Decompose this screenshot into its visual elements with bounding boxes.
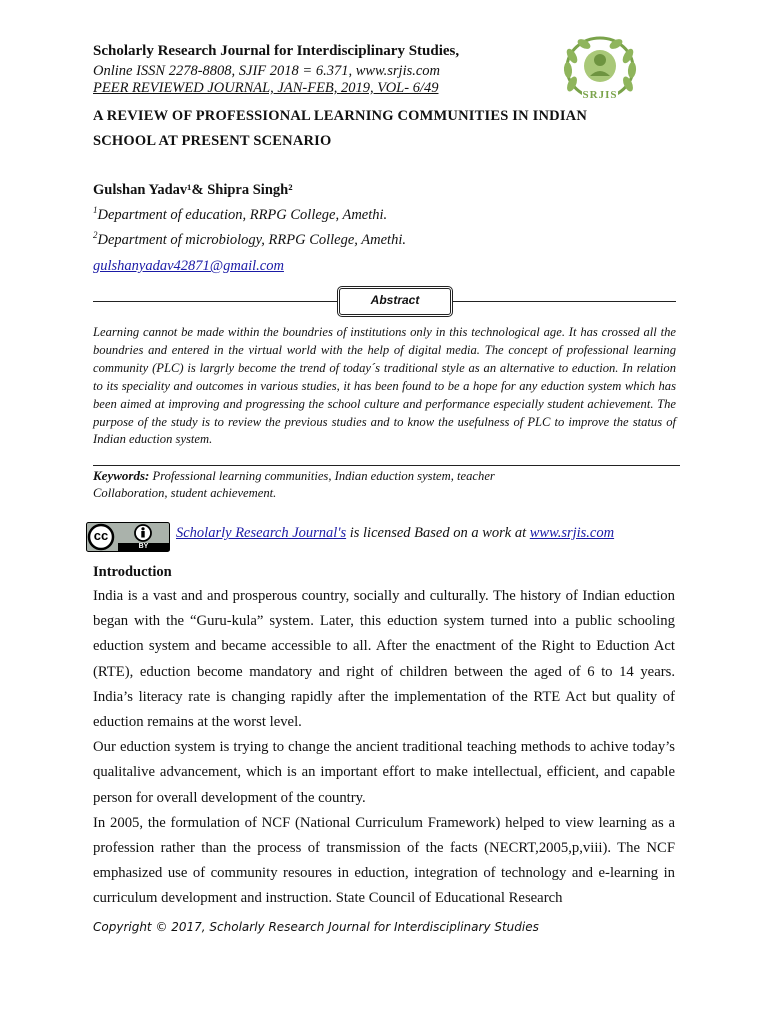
- author-email-link[interactable]: gulshanyadav42871@gmail.com: [93, 258, 284, 274]
- intro-paragraph-3: In 2005, the formulation of NCF (National Curriculum Framework) helped to view learning as a profession rather than the process of transmission of the facts (NECRT,2005,p,viii). The NCF emphasized use of community resoures in eduction, integration of technology and e-learning in curriculum development and instruction. State Council of Educational Research: [93, 814, 675, 907]
- affiliation-2-text: Department of microbiology, RRPG College, Amethi.: [97, 231, 406, 248]
- cc-by-badge[interactable]: [86, 522, 170, 552]
- abstract-rule-left: [93, 301, 338, 302]
- abstract-label: Abstract: [337, 286, 453, 317]
- affiliation-1-text: Department of education, RRPG College, Amethi.: [97, 206, 388, 223]
- keywords-label: Keywords:: [93, 468, 150, 483]
- srjis-link[interactable]: www.srjis.com: [529, 525, 615, 541]
- paper-title-line1: A REVIEW OF PROFESSIONAL LEARNING COMMUNITIES IN INDIAN: [93, 108, 588, 124]
- cc-by-text: BY: [138, 543, 149, 550]
- affiliation-2-marker: 2: [93, 230, 98, 240]
- introduction-body: [93, 584, 675, 912]
- keywords-rule: [93, 465, 680, 466]
- keywords: [93, 467, 683, 502]
- intro-paragraph-1: India is a vast and and prosperous country, socially and culturally. The history of Indian eduction began with the “Guru-kula” system. Later, this eduction system turned into a public schooling eduction system and became accessible to all. After the enactment of the Right to Eduction Act (RTE), eduction become mandatory and right of children between the aged of 6 to 14 years. India’s literacy rate is changing rapidly after the implementation of the RTE Act but quality of eduction remains at the worst level.: [93, 588, 675, 731]
- peer-review-line: PEER REVIEWED JOURNAL, JAN-FEB, 2019, VOL- 6/49: [93, 80, 439, 96]
- keywords-line1: Professional learning communities, Indian eduction system, teacher: [152, 469, 495, 483]
- cc-badge-text: cc: [93, 528, 109, 543]
- license-middle: is licensed Based on a work at: [346, 525, 530, 541]
- abstract-rule-right: [453, 301, 676, 302]
- intro-paragraph-2: Our eduction system is trying to change the ancient traditional teaching methods to achive today’s qualitalive advancement, which is an important effort to make intellectual, efficient, and capable person for overall development of the country.: [93, 739, 675, 806]
- journal-logo: [560, 34, 640, 106]
- keywords-line2: Collaboration, student achievement.: [93, 486, 277, 500]
- affiliation-2: [93, 230, 406, 249]
- introduction-heading: Introduction: [93, 564, 172, 580]
- logo-text: SRJIS: [582, 89, 618, 101]
- journal-name: Scholarly Research Journal for Interdisciplinary Studies,: [93, 43, 460, 59]
- license-line: [176, 525, 614, 542]
- authors: Gulshan Yadav¹& Shipra Singh²: [93, 182, 293, 198]
- affiliation-1: [93, 205, 387, 224]
- abstract-text: Learning cannot be made within the boundries of institutions only in this technological age. It has crossed all the boundries and entered in the virtual world with the help of digital media. The concept of professional learning community (PLC) is largrly become the trend of today´s traditional style as an alternative to eduction. In relation to its speciality and outcomes in various studies, it has been found to be a hope for any eduction system which has been aimed at improving and progressing the school culture and performance especially student achievement. The purpose of the study is to review the previous studies and to know the usefulness of PLC to improve the status of Indian eduction system.: [93, 325, 676, 447]
- paper-title-line2: SCHOOL AT PRESENT SCENARIO: [93, 133, 332, 149]
- issn-line: Online ISSN 2278-8808, SJIF 2018 = 6.371, www.srjis.com: [93, 63, 441, 79]
- journal-link[interactable]: Scholarly Research Journal's: [176, 525, 347, 541]
- affiliation-1-marker: 1: [93, 205, 98, 215]
- copyright-footer: Copyright © 2017, Scholarly Research Journal for Interdisciplinary Studies: [93, 920, 539, 934]
